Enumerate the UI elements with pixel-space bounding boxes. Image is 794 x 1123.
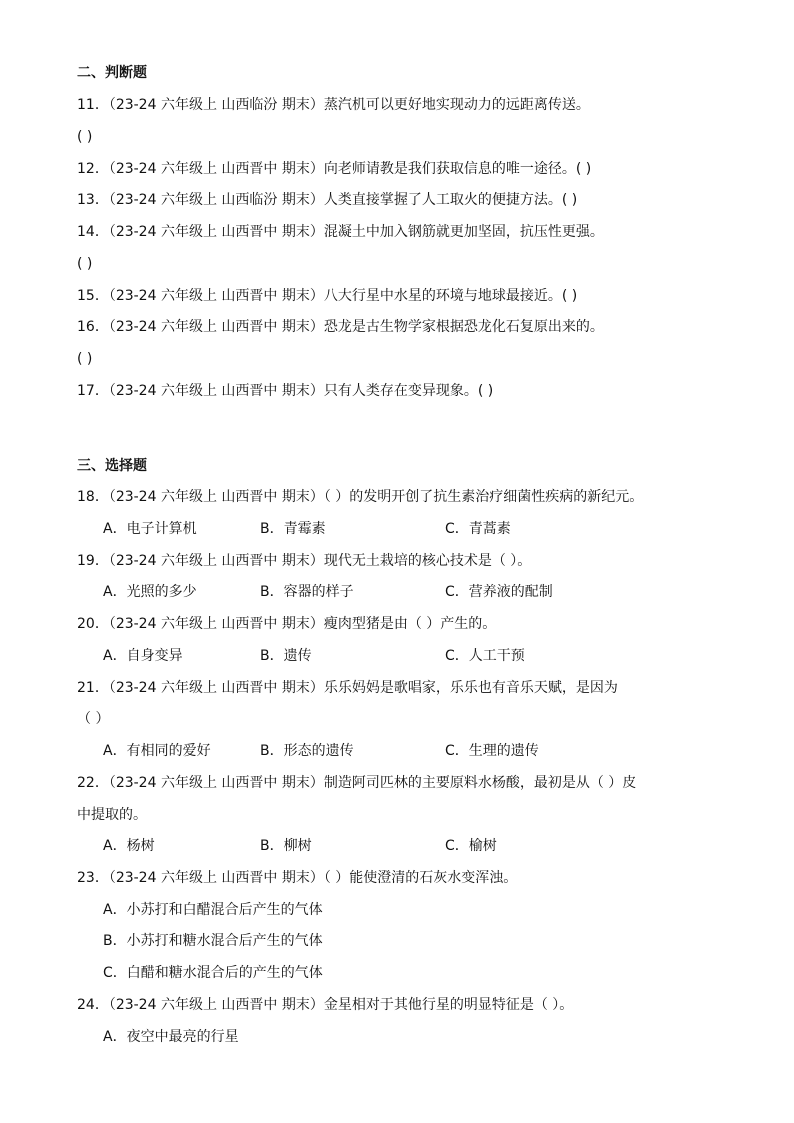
- question-14: 14．（23-24 六年级上 山西晋中 期末）混凝土中加入钢筋就更加坚固，抗压性更强。: [77, 224, 604, 240]
- question-15: 15．（23-24 六年级上 山西晋中 期末）八大行星中水星的环境与地球最接近。( ): [77, 288, 578, 304]
- question-18: 18．（23-24 六年级上 山西晋中 期末）（ ）的发明开创了抗生素治疗细菌性疾病的新纪元。: [77, 489, 644, 505]
- option-24-a[interactable]: A．夜空中最亮的行星: [103, 1029, 239, 1045]
- option-20-b[interactable]: B．遗传: [260, 648, 312, 664]
- option-22-b[interactable]: B．柳树: [260, 838, 312, 854]
- option-19-c[interactable]: C．营养液的配制: [445, 584, 553, 600]
- question-13: 13．（23-24 六年级上 山西临汾 期末）人类直接掌握了人工取火的便捷方法。( ): [77, 192, 578, 208]
- option-21-a[interactable]: A．有相同的爱好: [103, 743, 211, 759]
- question-12: 12．（23-24 六年级上 山西晋中 期末）向老师请教是我们获取信息的唯一途径。( ): [77, 161, 592, 177]
- option-23-c[interactable]: C．白醋和糖水混合后的产生的气体: [103, 965, 323, 981]
- option-21-b[interactable]: B．形态的遗传: [260, 743, 354, 759]
- section-title-judgement: 二、判断题: [77, 65, 147, 81]
- question-17: 17．（23-24 六年级上 山西晋中 期末）只有人类存在变异现象。( ): [77, 383, 494, 399]
- question-22: 22．（23-24 六年级上 山西晋中 期末）制造阿司匹林的主要原料水杨酸，最初是从（ ）皮: [77, 775, 637, 791]
- option-21-c[interactable]: C．生理的遗传: [445, 743, 539, 759]
- question-11: 11．（23-24 六年级上 山西临汾 期末）蒸汽机可以更好地实现动力的远距离传送。: [77, 97, 590, 113]
- option-19-a[interactable]: A．光照的多少: [103, 584, 197, 600]
- question-21-continued: （ ）: [77, 711, 110, 727]
- option-19-b[interactable]: B．容器的样子: [260, 584, 354, 600]
- question-23: 23．（23-24 六年级上 山西晋中 期末）（ ）能使澄清的石灰水变浑浊。: [77, 870, 518, 886]
- option-22-c[interactable]: C．榆树: [445, 838, 497, 854]
- question-21: 21．（23-24 六年级上 山西晋中 期末）乐乐妈妈是歌唱家，乐乐也有音乐天赋，是因为: [77, 680, 618, 696]
- option-20-a[interactable]: A．自身变异: [103, 648, 183, 664]
- option-18-c[interactable]: C．青蒿素: [445, 521, 511, 537]
- question-20: 20．（23-24 六年级上 山西晋中 期末）瘦肉型猪是由（ ）产生的。: [77, 616, 497, 632]
- option-18-a[interactable]: A．电子计算机: [103, 521, 197, 537]
- option-20-c[interactable]: C．人工干预: [445, 648, 525, 664]
- answer-blank-16[interactable]: ( ): [77, 351, 93, 367]
- option-22-a[interactable]: A．杨树: [103, 838, 155, 854]
- answer-blank-11[interactable]: ( ): [77, 129, 93, 145]
- question-19: 19．（23-24 六年级上 山西晋中 期末）现代无土栽培的核心技术是（ ）。: [77, 553, 532, 569]
- answer-blank-14[interactable]: ( ): [77, 256, 93, 272]
- option-23-a[interactable]: A．小苏打和白醋混合后产生的气体: [103, 902, 323, 918]
- section-title-choice: 三、选择题: [77, 458, 147, 474]
- question-24: 24．（23-24 六年级上 山西晋中 期末）金星相对于其他行星的明显特征是（ ）。: [77, 997, 574, 1013]
- question-22-continued: 中提取的。: [77, 807, 147, 823]
- option-23-b[interactable]: B．小苏打和糖水混合后产生的气体: [103, 933, 323, 949]
- question-16: 16．（23-24 六年级上 山西晋中 期末）恐龙是古生物学家根据恐龙化石复原出来的。: [77, 319, 604, 335]
- option-18-b[interactable]: B．青霉素: [260, 521, 326, 537]
